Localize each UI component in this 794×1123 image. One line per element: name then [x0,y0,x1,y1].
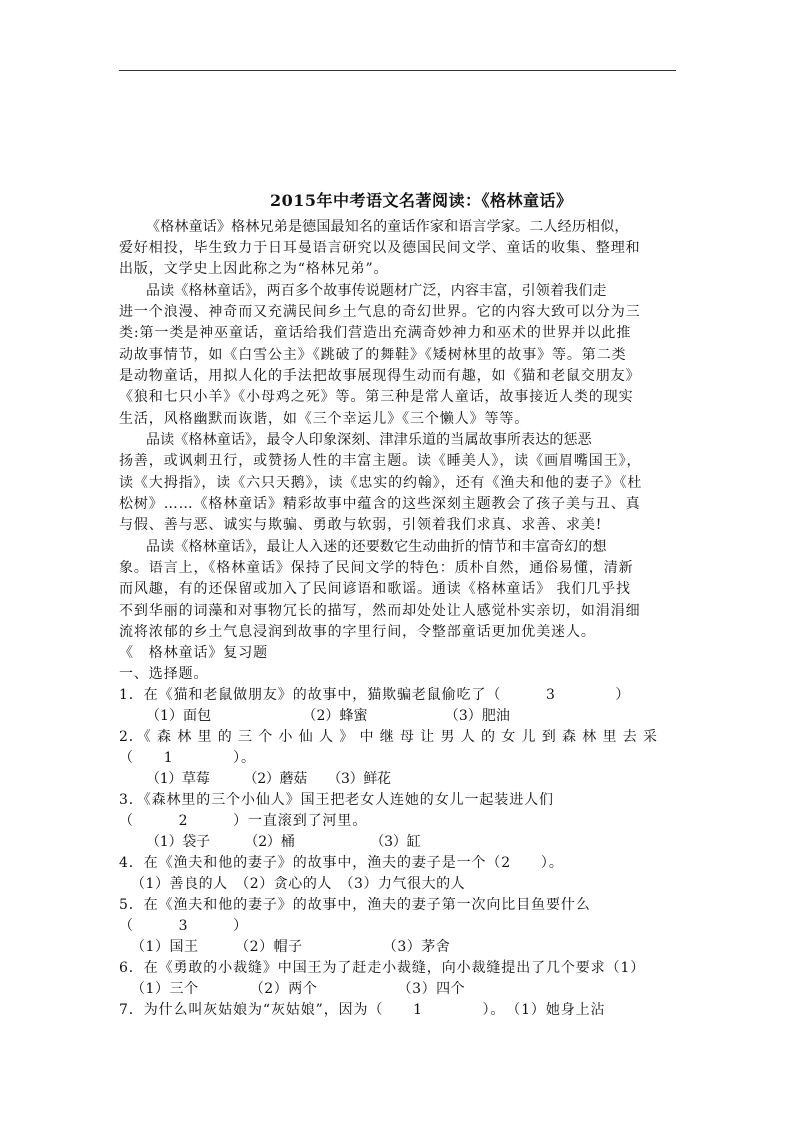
text-line: 6．在《勇敢的小裁缝》中国王为了赶走小裁缝，向小裁缝提出了几个要求（1） [119,960,646,976]
text-line: 品读《格林童话》，最让人入迷的还要数它生动曲折的情节和丰富奇幻的想 [146,539,607,555]
text-line: （ 1 ）。 [119,750,256,766]
text-line: 2．《 森 林 里 的 三 个 小 仙 人 》 中 继 母 让 男 人 的 女 儿 到 森 林 里 去 采 [119,729,658,745]
text-line: 《格林童话》格林兄弟是德国最知名的童话作家和语言学家。二人经历相似， [146,219,629,235]
text-line: （1）善良的人 （2）贪心的人 （3）力气很大的人 [131,876,466,892]
text-line: 是动物童话，用拟人化的手法把故事展现得生动而有趣，如《猫和老鼠交朋友》 [119,368,641,384]
text-line: 3．《森林里的三个小仙人》国王把老女人连她的女儿一起装进人们 [119,792,554,808]
text-line: （1）三个 （2）两个 （3）四个 [131,981,466,997]
text-line: 动故事情节，如《白雪公主》《跳破了的舞鞋》《矮树林里的故事》等。第二类 [119,347,627,363]
text-line: 5．在《渔夫和他的妻子》的故事中，渔夫的妻子第一次向比目鱼要什么 [119,897,591,913]
text-line: （1）国王 （2）帽子 （3）茅舍 [131,939,451,955]
text-line: 《狼和七只小羊》《小母鸡之死》等。第三种是常人童话，故事接近人类的现实 [119,389,634,405]
text-line: 类:第一类是神巫童话，童话给我们营造出充满奇妙神力和巫术的世界并以此推 [119,325,632,341]
text-line: 扬善，或讽刺丑行，或赞扬人性的丰富主题。读《睡美人》，读《画眉嘴国王》， [119,453,642,469]
text-line: 与假、善与恶、诚实与欺骗、勇敢与软弱，引领着我们求真、求善、求美! [119,517,603,533]
text-line: 1．在《猫和老鼠做朋友》的故事中，猫欺骗老鼠偷吃了（ 3 ） [119,687,631,703]
text-line: 《 格林童话》复习题 [119,645,268,661]
text-line: 松树》……《格林童话》精彩故事中蕴含的这些深刻主题教会了孩子美与丑、真 [119,496,641,512]
text-line: 出版，文学史上因此称之为“格林兄弟”。 [119,261,389,277]
text-line: 生活，风格幽默而诙谐，如《三个幸运儿》《三个懒人》等等。 [119,411,530,427]
page-title: 2015年中考语文名著阅读：《格林童话》 [270,191,573,210]
text-line: （ 3 ） [119,918,249,934]
text-line: 7．为什么叫灰姑娘为“灰姑娘”，因为（ 1 ）。 （1）她身上沾 [119,1002,606,1018]
text-line: （1）袋子 （2）桶 （3）缸 [146,834,421,850]
text-line: 4．在《渔夫和他的妻子》的故事中，渔夫的妻子是一个（2 ）。 [119,855,564,871]
text-line: （1）草莓 （2）蘑菇 （3）鲜花 [146,771,391,787]
text-line: 不到华丽的词藻和对事物冗长的描写，然而却处处让人感觉朴实亲切，如涓涓细 [119,603,641,619]
text-line: （1）面包 （2）蜂蜜 （3）肥油 [146,708,510,724]
text-line: 品读《格林童话》，两百多个故事传说题材广泛，内容丰富，引领着我们走 [146,283,607,299]
text-line: 象。语言上，《格林童话》保持了民间文学的特色：质朴自然，通俗易懂，清新 [119,560,634,576]
text-line: 品读《格林童话》，最令人印象深刻、津津乐道的当属故事所表达的惩恶 [146,432,592,448]
text-line: 进一个浪漫、神奇而又充满民间乡土气息的奇幻世界。它的内容大致可以分为三 [119,304,641,320]
text-line: 读《大拇指》，读《六只天鹅》，读《忠实的约翰》，还有《渔夫和他的妻子》《杜 [119,475,643,491]
text-line: 一、选择题。 [119,666,209,682]
text-line: 爱好相投，毕生致力于日耳曼语言研究以及德国民间文学、童话的收集、整理和 [119,240,641,256]
text-line: 而风趣，有的还保留或加入了民间谚语和歌谣。通读《格林童话》 我们几乎找 [119,581,631,597]
header-rule [119,70,676,71]
text-line: （ 2 ）一直滚到了河里。 [119,813,368,829]
text-line: 流将浓郁的乡土气息浸润到故事的字里行间，令整部童话更加优美迷人。 [119,624,596,640]
